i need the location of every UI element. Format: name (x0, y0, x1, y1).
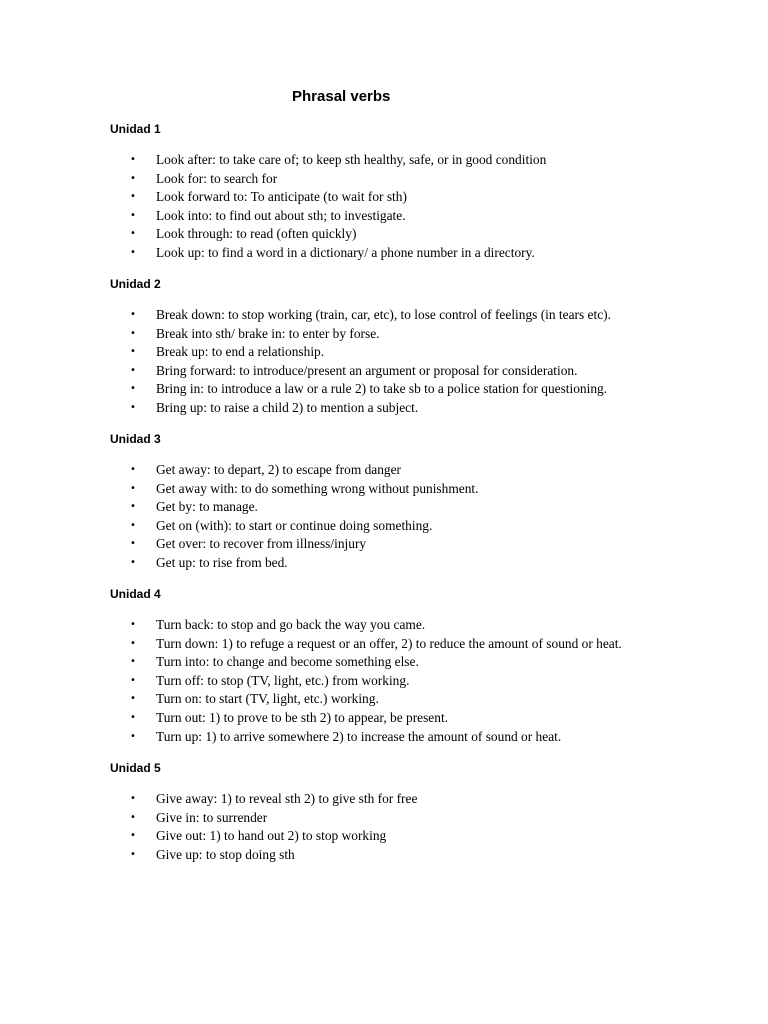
bullet-icon: • (130, 656, 136, 668)
document-title: Phrasal verbs (292, 88, 391, 105)
list-item-text: Break up: to end a relationship. (156, 344, 325, 360)
list-item-text: Look for: to search for (156, 170, 278, 186)
bullet-icon: • (130, 482, 136, 494)
bullet-icon: • (130, 619, 136, 630)
bullet-icon: • (130, 637, 136, 649)
list-item-text: Look up: to find a word in a dictionary/ a phone number in a directory. (156, 244, 535, 260)
list-item-text: Give up: to stop doing sth (156, 846, 295, 862)
list-item-text: Turn into: to change and become something else. (156, 654, 419, 670)
bullet-icon: • (130, 693, 136, 705)
unit-heading: Unidad 3 (110, 432, 161, 446)
bullet-icon: • (130, 538, 136, 550)
unit-heading: Unidad 1 (110, 122, 161, 136)
bullet-icon: • (130, 191, 136, 203)
list-item-text: Get on (with): to start or continue doing something. (156, 517, 433, 533)
bullet-icon: • (130, 209, 136, 221)
bullet-icon: • (130, 228, 136, 240)
list-item-text: Look through: to read (often quickly) (156, 226, 357, 242)
bullet-icon: • (130, 556, 136, 568)
bullet-icon: • (130, 464, 136, 475)
bullet-icon: • (130, 674, 136, 686)
list-item-text: Break down: to stop working (train, car, etc), to lose control of feelings (in tears etc). (156, 307, 611, 322)
bullet-icon: • (130, 246, 136, 258)
bullet-icon: • (130, 519, 136, 531)
list-item-text: Turn down: 1) to refuge a request or an offer, 2) to reduce the amount of sound or heat. (156, 635, 622, 651)
bullet-icon: • (130, 711, 136, 723)
list-item-text: Get away with: to do something wrong without punishment. (156, 480, 479, 496)
list-item-text: Give in: to surrender (156, 809, 268, 825)
bullet-icon: • (130, 811, 136, 823)
list-item-text: Look after: to take care of; to keep sth healthy, safe, or in good condition (156, 152, 547, 167)
unit-heading: Unidad 2 (110, 277, 161, 291)
bullet-icon: • (130, 793, 136, 804)
bullet-icon: • (130, 172, 136, 184)
list-item-text: Bring up: to raise a child 2) to mention a subject. (156, 399, 419, 415)
unit-heading: Unidad 4 (110, 587, 161, 601)
bullet-icon: • (130, 154, 136, 165)
list-item-text: Break into sth/ brake in: to enter by forse. (156, 325, 380, 341)
list-item-text: Get up: to rise from bed. (156, 554, 288, 570)
bullet-icon: • (130, 346, 136, 358)
list-item-text: Bring in: to introduce a law or a rule 2) to take sb to a police station for questioning. (156, 381, 608, 397)
bullet-icon: • (130, 383, 136, 395)
list-item-text: Turn off: to stop (TV, light, etc.) from working. (156, 672, 410, 688)
list-item-text: Turn back: to stop and go back the way you came. (156, 617, 426, 632)
bullet-icon: • (130, 364, 136, 376)
list-item-text: Bring forward: to introduce/present an argument or proposal for consideration. (156, 362, 578, 378)
list-item-text: Get by: to manage. (156, 499, 258, 515)
bullet-icon: • (130, 830, 136, 842)
unit-heading: Unidad 5 (110, 761, 161, 775)
bullet-icon: • (130, 401, 136, 413)
list-item-text: Get away: to depart, 2) to escape from danger (156, 462, 402, 477)
list-item-text: Look into: to find out about sth; to investigate. (156, 207, 406, 223)
bullet-icon: • (130, 501, 136, 513)
list-item-text: Turn up: 1) to arrive somewhere 2) to increase the amount of sound or heat. (156, 728, 562, 744)
bullet-icon: • (130, 327, 136, 339)
bullet-icon: • (130, 309, 136, 320)
list-item-text: Turn on: to start (TV, light, etc.) working. (156, 691, 379, 707)
list-item-text: Get over: to recover from illness/injury (156, 536, 367, 552)
list-item-text: Turn out: 1) to prove to be sth 2) to appear, be present. (156, 709, 449, 725)
bullet-icon: • (130, 730, 136, 742)
list-item-text: Give away: 1) to reveal sth 2) to give sth for free (156, 791, 418, 806)
list-item-text: Give out: 1) to hand out 2) to stop working (156, 828, 387, 844)
bullet-icon: • (130, 848, 136, 860)
list-item-text: Look forward to: To anticipate (to wait for sth) (156, 189, 407, 205)
